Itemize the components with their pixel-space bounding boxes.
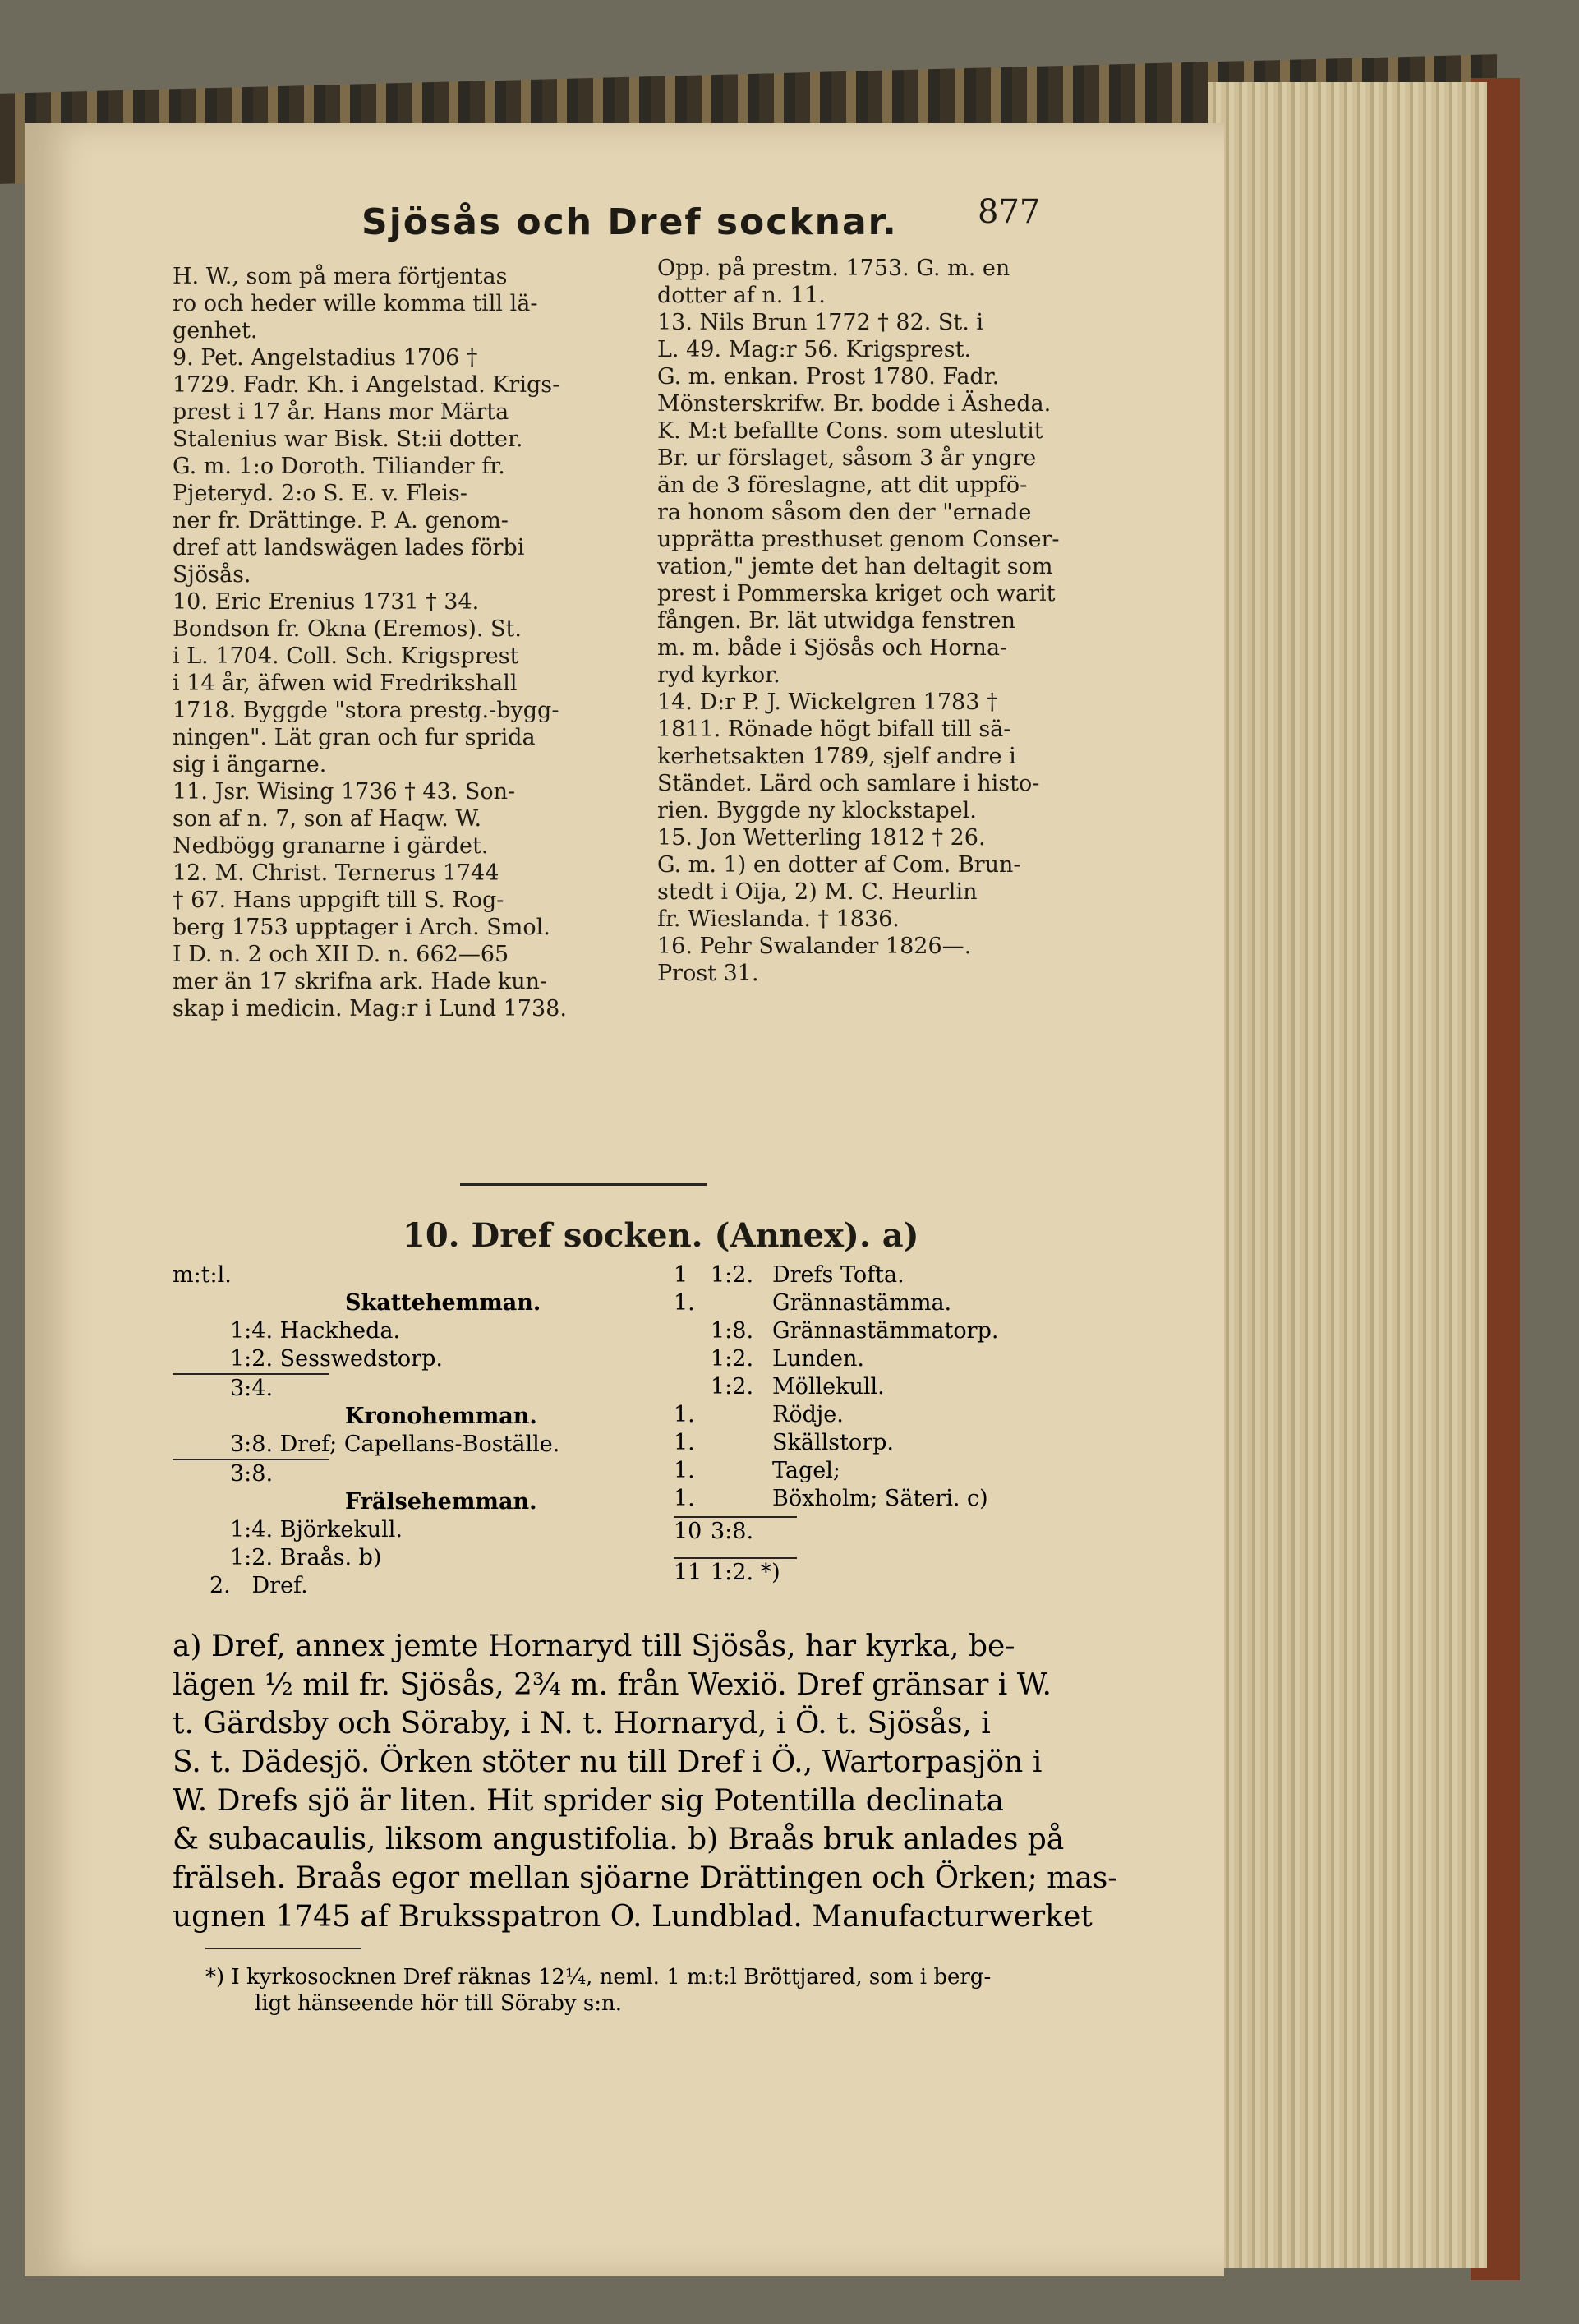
left-column-line: sig i ängarne.	[173, 752, 327, 777]
register-place: Tagel;	[772, 1458, 841, 1483]
right-column-line: kerhetsakten 1789, sjelf andre i	[657, 744, 1016, 769]
register-place: Dref; Capellans-Boställe.	[279, 1432, 560, 1457]
register-whole: 1.	[674, 1458, 695, 1483]
left-column-line: ningen". Lät gran och fur sprida	[173, 725, 536, 750]
parish-description	[173, 1627, 1117, 1936]
section-divider	[460, 1183, 707, 1186]
right-column-line: 1811. Rönade högt bifall till sä-	[657, 717, 1011, 742]
page-number: 877	[978, 193, 1041, 231]
right-column-line: dotter af n. 11.	[657, 283, 826, 308]
register-place: Grännastämma.	[772, 1290, 952, 1316]
paragraph-line: ugnen 1745 af Bruksspatron O. Lundblad. Manufacturwerket	[173, 1900, 1093, 1934]
right-column-line: G. m. enkan. Prost 1780. Fadr.	[657, 364, 1000, 390]
unit-label: m:t:l.	[173, 1262, 232, 1288]
right-column-line: Opp. på prestm. 1753. G. m. en	[657, 256, 1010, 281]
paragraph-line: frälseh. Braås egor mellan sjöarne Drättingen och Örken; mas-	[173, 1861, 1118, 1895]
total-whole: 11	[674, 1560, 702, 1585]
register-value: 1:4.	[230, 1517, 274, 1542]
group-heading: Skattehemman.	[345, 1290, 541, 1316]
group-heading: Frälsehemman.	[345, 1489, 537, 1515]
subtotal-whole: 10	[674, 1519, 702, 1544]
left-column-line: mer än 17 skrifna ark. Hade kun-	[173, 969, 548, 994]
register-place: Böxholm; Säteri. c)	[772, 1486, 988, 1511]
total-fraction: 1:2. *)	[711, 1560, 780, 1585]
group-heading: Kronohemman.	[345, 1404, 537, 1429]
left-column-line: 10. Eric Erenius 1731 † 34.	[173, 589, 480, 615]
right-column-line: rien. Byggde ny klockstapel.	[657, 798, 977, 823]
left-column-line: † 67. Hans uppgift till S. Rog-	[173, 888, 504, 913]
left-column-line: G. m. 1:o Doroth. Tiliander fr.	[173, 454, 505, 479]
register-value: 3:8.	[230, 1432, 274, 1457]
paragraph-line: a) Dref, annex jemte Hornaryd till Sjösås, har kyrka, be-	[173, 1630, 1015, 1663]
left-column-line: dref att landswägen lades förbi	[173, 535, 525, 560]
paragraph-line: S. t. Dädesjö. Örken stöter nu till Dref i Ö., Wartorpasjön i	[173, 1745, 1043, 1779]
register-whole: 1.	[674, 1290, 695, 1316]
paragraph-line: & subacaulis, liksom angustifolia. b) Braås bruk anlades på	[173, 1823, 1065, 1856]
page-header-title: Sjösås och Dref socknar.	[361, 201, 898, 243]
register-fraction: 1:2.	[711, 1262, 754, 1288]
left-column-line: son af n. 7, son af Haqw. W.	[173, 806, 482, 832]
paragraph-line: lägen ½ mil fr. Sjösås, 2¾ m. från Wexiö. Dref gränsar i W.	[173, 1668, 1052, 1702]
paragraph-line: W. Drefs sjö är liten. Hit sprider sig Potentilla declinata	[173, 1784, 1004, 1818]
right-column-line: Prost 31.	[657, 961, 759, 986]
right-column-line: K. M:t befallte Cons. som uteslutit	[657, 418, 1043, 444]
register-place: Dref.	[251, 1573, 308, 1598]
left-column-line: 12. M. Christ. Ternerus 1744	[173, 860, 499, 886]
right-column-line: Br. ur förslaget, såsom 3 år yngre	[657, 445, 1037, 471]
left-column-line: 1729. Fadr. Kh. i Angelstad. Krigs-	[173, 372, 560, 398]
paragraph-line: t. Gärdsby och Söraby, i N. t. Hornaryd, i Ö. t. Sjösås, i	[173, 1707, 991, 1741]
group-total: 3:4.	[173, 1373, 329, 1403]
footnote-line: *) I kyrkosocknen Dref räknas 12¼, neml. 1 m:t:l Bröttjared, som i berg-	[205, 1965, 992, 1990]
section-title: 10. Dref socken. (Annex). a)	[403, 1216, 919, 1255]
subtotal-fraction: 3:8.	[711, 1519, 754, 1544]
left-column-line: Nedbögg granarne i gärdet.	[173, 833, 489, 859]
register-place: Drefs Tofta.	[772, 1262, 905, 1288]
register-fraction: 1:8.	[711, 1318, 754, 1344]
left-column-line: skap i medicin. Mag:r i Lund 1738.	[173, 996, 567, 1021]
register-whole: 1.	[674, 1486, 695, 1511]
right-column-line: Mönsterskrifw. Br. bodde i Äsheda.	[657, 391, 1052, 417]
register-place: Rödje.	[772, 1402, 844, 1427]
left-column-line: 9. Pet. Angelstadius 1706 †	[173, 345, 478, 371]
left-column-line: 1718. Byggde "stora prestg.-bygg-	[173, 698, 559, 723]
register-place: Möllekull.	[772, 1374, 885, 1399]
right-column-line: än de 3 föreslagne, att dit uppfö-	[657, 473, 1028, 498]
register-fraction: 1:2.	[711, 1346, 754, 1372]
right-column-line: G. m. 1) en dotter af Com. Brun-	[657, 852, 1021, 878]
register-place: Björkekull.	[279, 1517, 403, 1542]
left-column-line: H. W., som på mera förtjentas	[173, 264, 508, 289]
right-column-line: ra honom såsom den der "ernade	[657, 500, 1032, 525]
right-column-line: m. m. både i Sjösås och Horna-	[657, 635, 1008, 661]
book-page-edges	[1208, 82, 1487, 2268]
right-column-line: 16. Pehr Swalander 1826—.	[657, 934, 972, 959]
left-column-line: ner fr. Drättinge. P. A. genom-	[173, 508, 509, 533]
register-whole: 1.	[674, 1430, 695, 1455]
left-column-line: 11. Jsr. Wising 1736 † 43. Son-	[173, 779, 516, 805]
right-column-line: 13. Nils Brun 1772 † 82. St. i	[657, 310, 984, 335]
right-column-line: Ständet. Lärd och samlare i histo-	[657, 771, 1040, 796]
right-column-line: upprätta presthuset genom Conser-	[657, 527, 1060, 552]
left-column-line: berg 1753 upptager i Arch. Smol.	[173, 915, 550, 940]
left-column-line: genhet.	[173, 318, 258, 344]
register-place: Skällstorp.	[772, 1430, 894, 1455]
left-column-line: Stalenius war Bisk. St:ii dotter.	[173, 427, 523, 452]
left-column-line: Bondson fr. Okna (Eremos). St.	[173, 616, 522, 642]
register-value: 1:2.	[230, 1545, 274, 1570]
left-column-line: I D. n. 2 och XII D. n. 662—65	[173, 942, 509, 967]
right-column-line: fr. Wieslanda. † 1836.	[657, 906, 900, 932]
right-column-line: prest i Pommerska kriget och warit	[657, 581, 1056, 606]
left-column-line: i 14 år, äfwen wid Fredrikshall	[173, 671, 518, 696]
right-column-line: fången. Br. lät utwidga fenstren	[657, 608, 1015, 634]
left-column-line: Sjösås.	[173, 562, 251, 588]
register-whole: 1	[674, 1262, 688, 1288]
footnote	[205, 1964, 991, 2017]
left-column-line: Pjeteryd. 2:o S. E. v. Fleis-	[173, 481, 467, 506]
left-column-line: i L. 1704. Coll. Sch. Krigsprest	[173, 643, 519, 669]
register-fraction: 1:2.	[711, 1374, 754, 1399]
land-register-right	[674, 1261, 998, 1587]
right-column	[657, 255, 1060, 987]
register-place: Lunden.	[772, 1346, 864, 1372]
register-place: Hackheda.	[279, 1318, 401, 1344]
register-value: 1:2.	[230, 1346, 274, 1372]
group-total: 3:8.	[173, 1459, 329, 1488]
register-place: Braås. b)	[279, 1545, 382, 1570]
land-register-left	[173, 1261, 559, 1600]
right-column-line: 14. D:r P. J. Wickelgren 1783 †	[657, 689, 998, 715]
register-place: Sesswedstorp.	[279, 1346, 443, 1372]
footnote-divider	[205, 1948, 361, 1949]
left-column	[173, 263, 567, 1022]
right-column-line: L. 49. Mag:r 56. Krigsprest.	[657, 337, 972, 362]
left-column-line: prest i 17 år. Hans mor Märta	[173, 399, 509, 425]
register-place: Grännastämmatorp.	[772, 1318, 999, 1344]
register-whole: 1.	[674, 1402, 695, 1427]
left-column-line: ro och heder wille komma till lä-	[173, 291, 538, 316]
right-column-line: ryd kyrkor.	[657, 662, 780, 688]
register-value: 1:4.	[230, 1318, 274, 1344]
footnote-line: ligt hänseende hör till Söraby s:n.	[255, 1991, 622, 2016]
register-value: 2.	[209, 1573, 231, 1598]
right-column-line: 15. Jon Wetterling 1812 † 26.	[657, 825, 986, 851]
right-column-line: stedt i Oija, 2) M. C. Heurlin	[657, 879, 978, 905]
right-column-line: vation," jemte det han deltagit som	[657, 554, 1053, 579]
